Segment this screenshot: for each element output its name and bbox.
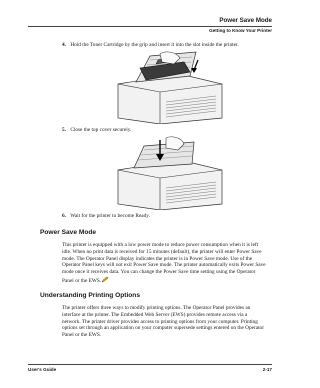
step-text: Close the top cover securely. [70,127,132,133]
printing-options-paragraph [62,305,264,339]
step-text: Hold the Toner Cartridge by the grip and insert it into the slot inside the printer. [70,42,239,48]
paragraph-line: options set through an application on your computer supersede settings entered on the Operator [62,325,264,332]
paragraph-line: This printer is equipped with a low power mode to reduce power consumption when it is left [62,242,259,248]
footer-guide-title: User's Guide [28,367,57,372]
page-header-title: Power Save Mode [219,17,272,24]
footer-divider [28,364,272,365]
step-5 [62,127,131,134]
paragraph-line: Operator Panel keys will not exit Power Save mode. The printer automatically exits Power Save [62,262,266,269]
section-heading-power-save: Power Save Mode [40,229,97,236]
step-number: 6. [62,213,66,219]
pencil-note-icon [101,276,109,283]
paragraph-line: mode. The Operator Panel display indicates the printer is in Power Save mode. Use of the [62,255,253,262]
paragraph-line: Panel or the EWS. [62,332,102,338]
paragraph-line: interface at the printer. The Embedded Web Server (EWS) provides remote access via a [62,311,248,318]
insert-toner-cartridge-illustration [110,50,228,124]
step-number: 4. [62,42,66,48]
step-6 [62,213,150,220]
footer-page-number: 2-17 [262,367,272,372]
step-text: Wait for the printer to become Ready. [70,213,150,219]
section-heading-printing-options: Understanding Printing Options [40,292,141,299]
page-header-subtitle: Getting to Know Your Printer [209,28,272,33]
paragraph-line: idle. When no print data is received for 15 minutes (default), the printer will enter Power Save [62,248,262,255]
paragraph-line: Panel or the EWS. [62,277,102,284]
header-divider [28,26,272,27]
paragraph-line-last [62,276,266,285]
step-4 [62,42,239,49]
close-top-cover-illustration [110,136,228,210]
step-number: 5. [62,127,66,133]
power-save-paragraph [62,242,266,285]
paragraph-line: network. The printer driver provides access to printing options from your computer. Printing [62,318,258,325]
paragraph-line: mode once it receives data. You can change the Power Save time setting using the Operator [62,269,256,275]
paragraph-line: The printer offers three ways to modify printing options. The Operator Panel provides an [62,305,251,311]
